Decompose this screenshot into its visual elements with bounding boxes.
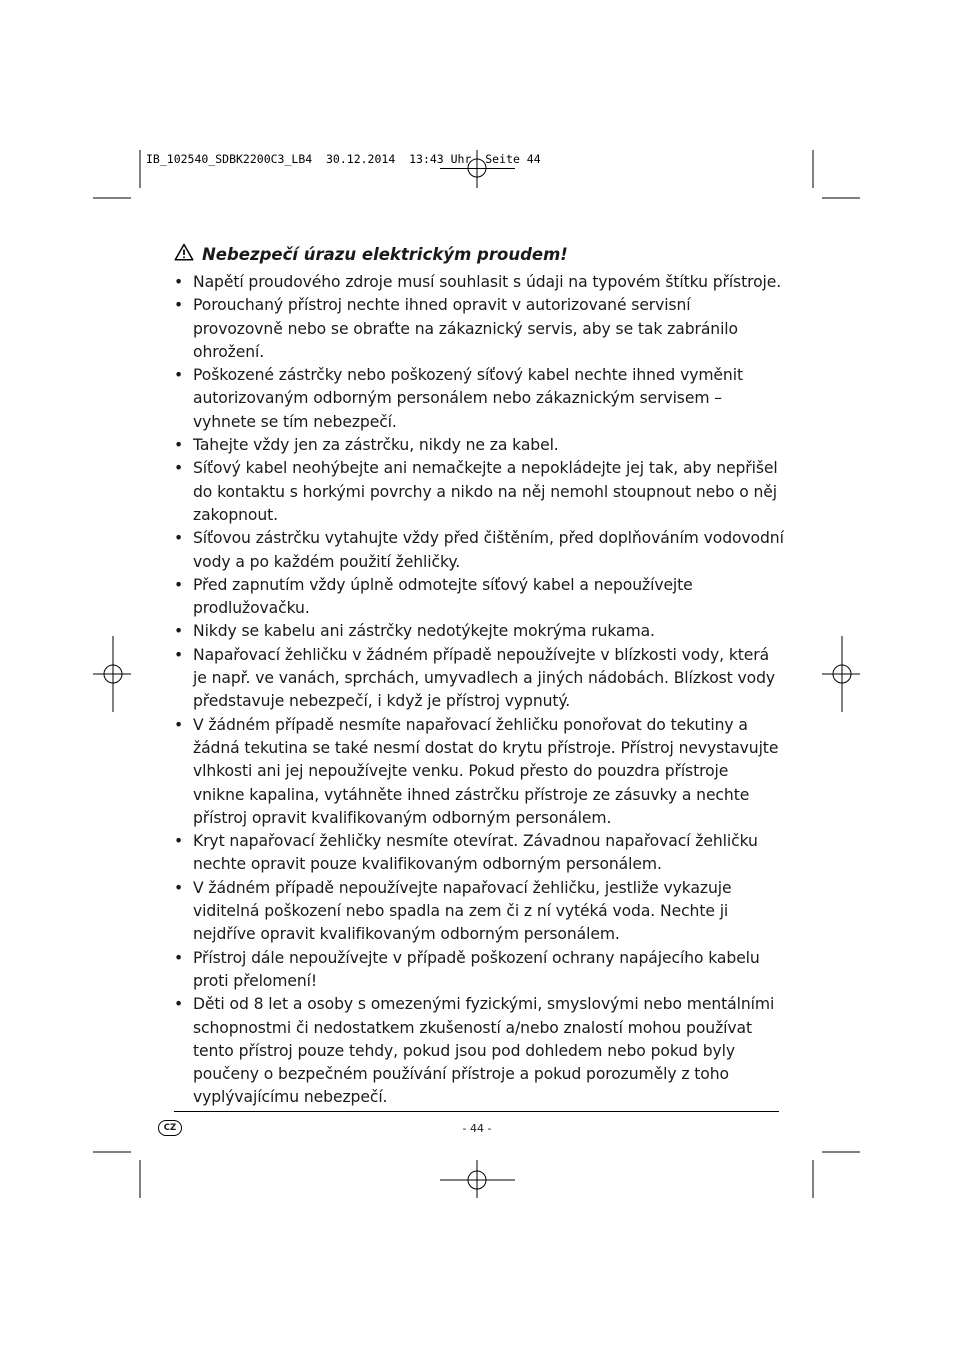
list-item: • V žádném případě nepoužívejte napařovací žehličku, jestliže vykazuje viditelná poškození nebo spadla na zem či z ní vytéká voda. Nechte ji nejdříve opravit kvalifikovaným odborným personálem. [174,877,784,947]
list-item: • Kryt napařovací žehličky nesmíte otevírat. Závadnou napařovací žehličku nechte opravit pouze kvalifikovaným odborným personálem. [174,830,784,877]
list-item: • Napětí proudového zdroje musí souhlasit s údaji na typovém štítku přístroje. [174,271,784,294]
warning-triangle-icon [174,243,194,267]
print-slug-header: IB_102540_SDBK2200C3_LB4 30.12.2014 13:43 Uhr Seite 44 [146,152,541,166]
safety-instructions-list [174,271,784,1110]
page-number: - 44 - [462,1122,492,1135]
list-item: • Tahejte vždy jen za zástrčku, nikdy ne za kabel. [174,434,784,457]
list-item: • Síťový kabel neohýbejte ani nemačkejte a nepokládejte jej tak, aby nepřišel do kontaktu s horkými povrchy a nikdo na něj nemohl stoupnout nebo o něj zakopnout. [174,457,784,527]
list-item: • Poškozené zástrčky nebo poškozený síťový kabel nechte ihned vyměnit autorizovaným odborným personálem nebo zákaznickým servisem – vyhnete se tím nebezpečí. [174,364,784,434]
section-title: Nebezpečí úrazu elektrickým proudem! [202,245,568,264]
section-heading [174,243,784,267]
registration-mark-bottom [440,1160,515,1198]
footer-divider [174,1111,779,1112]
list-item: • V žádném případě nesmíte napařovací žehličku ponořovat do tekutiny a žádná tekutina se také nesmí dostat do krytu přístroje. Přístroj nevystavujte vlhkosti ani jej nepoužívejte venku. Pokud přesto do pouzdra přístroje vnikne kapalina, vytáhněte ihned zástrčku přístroje ze zásuvky a nechte přístroj opravit kvalifikovaným odborným personálem. [174,714,784,830]
registration-mark-left [93,636,131,712]
safety-section [174,243,784,1110]
country-code-badge: CZ [158,1120,182,1136]
registration-mark-top [468,150,486,188]
registration-mark-right [822,636,860,712]
list-item: • Přístroj dále nepoužívejte v případě poškození ochrany napájecího kabelu proti přelomení! [174,947,784,994]
list-item: • Děti od 8 let a osoby s omezenými fyzickými, smyslovými nebo mentálními schopnostmi či nedostatkem zkušeností a/nebo znalostí mohou používat tento přístroj pouze tehdy, pokud jsou pod dohledem nebo pokud byly poučeny o bezpečném používání přístroje a pokud porozuměly z toho vyplývajícímu nebezpečí. [174,993,784,1109]
list-item: • Nikdy se kabelu ani zástrčky nedotýkejte mokrýma rukama. [174,620,784,643]
list-item: • Porouchaný přístroj nechte ihned opravit v autorizované servisní provozovně nebo se obraťte na zákaznický servis, aby se tak zabránilo ohrožení. [174,294,784,364]
list-item: • Síťovou zástrčku vytahujte vždy před čištěním, před doplňováním vodovodní vody a po každém použití žehličky. [174,527,784,574]
list-item: • Před zapnutím vždy úplně odmotejte síťový kabel a nepoužívejte prodlužovačku. [174,574,784,621]
list-item: • Napařovací žehličku v žádném případě nepoužívejte v blízkosti vody, která je např. ve vanách, sprchách, umyvadlech a jiných nádobách. Blízkost vody představuje nebezpečí, i když je přístroj vypnutý. [174,644,784,714]
